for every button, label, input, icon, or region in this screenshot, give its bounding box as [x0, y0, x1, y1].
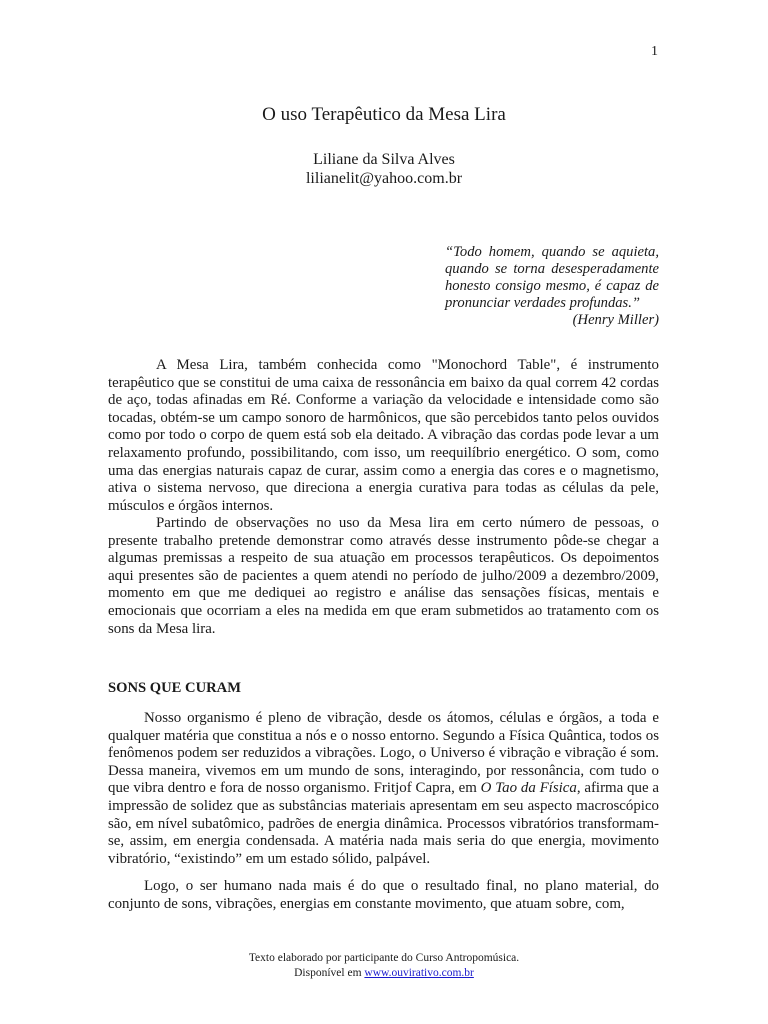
- paragraph-vibration: [108, 710, 659, 868]
- author-block: [0, 150, 768, 188]
- epigraph: [445, 244, 659, 329]
- footer-line2: [0, 966, 768, 981]
- paragraph-mesa-lira-intro: A Mesa Lira, também conhecida como "Monochord Table", é instrumento terapêutico que se constitui de uma caixa de ressonância em baixo da qual correm 42 cordas de aço, todas afinadas em Ré. Conforme a variação da velocidade e intensidade como são tocadas, obtém-se um campo sonoro de harmônicos, que são percebidos tanto pelos ouvidos como por todo o corpo de quem está sob ela deitado. A vibração das cordas pode levar a um relaxamento profundo, possibilitando, com isso, um reequilíbrio energético. O som, como uma das energias naturais capaz de curar, assim como a energia das cores e o magnetismo, ativa o sistema nervoso, que direciona a energia curativa para todas as células da pele, músculos e órgãos internos.: [108, 357, 659, 514]
- paragraph-vibration-text-2: , afirma que a impressão de solidez que as substâncias materiais apresentam em seu aspecto macroscópico são, em nível subatômico, padrões de energia dinâmica. Processos vibratórios transformam-se, assim, em energia condensada. A matéria nada mais seria do que energia, movimento vibratório, “existindo” em um estado sólido, palpável.: [108, 780, 659, 867]
- section-heading-sons-que-curam: SONS QUE CURAM: [108, 680, 241, 696]
- paragraph-purpose: Partindo de observações no uso da Mesa lira em certo número de pessoas, o presente trabalho pretende demonstrar como através desse instrumento pôde-se chegar a algumas premissas a respeito de sua atuação em processos terapêuticos. Os depoimentos aqui presentes são de pacientes a quem atendi no período de julho/2009 a dezembro/2009, momento em que me dediquei ao registro e análise das sensações físicas, mentais e emocionais que ocorriam a eles na medida em que eram submetidos ao tratamento com os sons da Mesa lira.: [108, 515, 659, 637]
- author-email: lilianelit@yahoo.com.br: [305, 170, 463, 187]
- page-number: 1: [651, 44, 658, 59]
- footer-link-ouvirativo[interactable]: www.ouvirativo.com.br: [364, 967, 474, 979]
- document-title: O uso Terapêutico da Mesa Lira: [262, 104, 506, 125]
- paragraph-vibration-text-1: Nosso organismo é pleno de vibração, desde os átomos, células e órgãos, a toda e qualquer matéria que constitua a nós e o nosso entorno. Segundo a Física Quântica, todos os fenômenos podem ser reduzidos a vibrações. Logo, o Universo é vibração e vibração é som. Dessa maneira, vivemos em um mundo de sons, interagindo, por ressonância, com tudo o que vibra dentro e fora de nosso organismo. Fritjof Capra, em: [108, 710, 659, 797]
- book-title-tao-da-fisica: O Tao da Física: [480, 780, 577, 797]
- paragraph-human-being: Logo, o ser humano nada mais é do que o resultado final, no plano material, do conjunto de sons, vibrações, energias em constante movimento, que atuam sobre, com,: [108, 878, 659, 912]
- author-name: Liliane da Silva Alves: [313, 151, 455, 168]
- footer-line2-prefix: Disponível em: [294, 967, 365, 979]
- epigraph-quote: “Todo homem, quando se aquieta, quando se torna desesperadamente honesto consigo mesmo, é capaz de pronunciar verdades profundas.”: [445, 244, 659, 311]
- epigraph-attribution: (Henry Miller): [572, 312, 659, 328]
- page-footer: [0, 951, 768, 981]
- footer-line1: Texto elaborado por participante do Curso Antropomúsica.: [248, 952, 520, 964]
